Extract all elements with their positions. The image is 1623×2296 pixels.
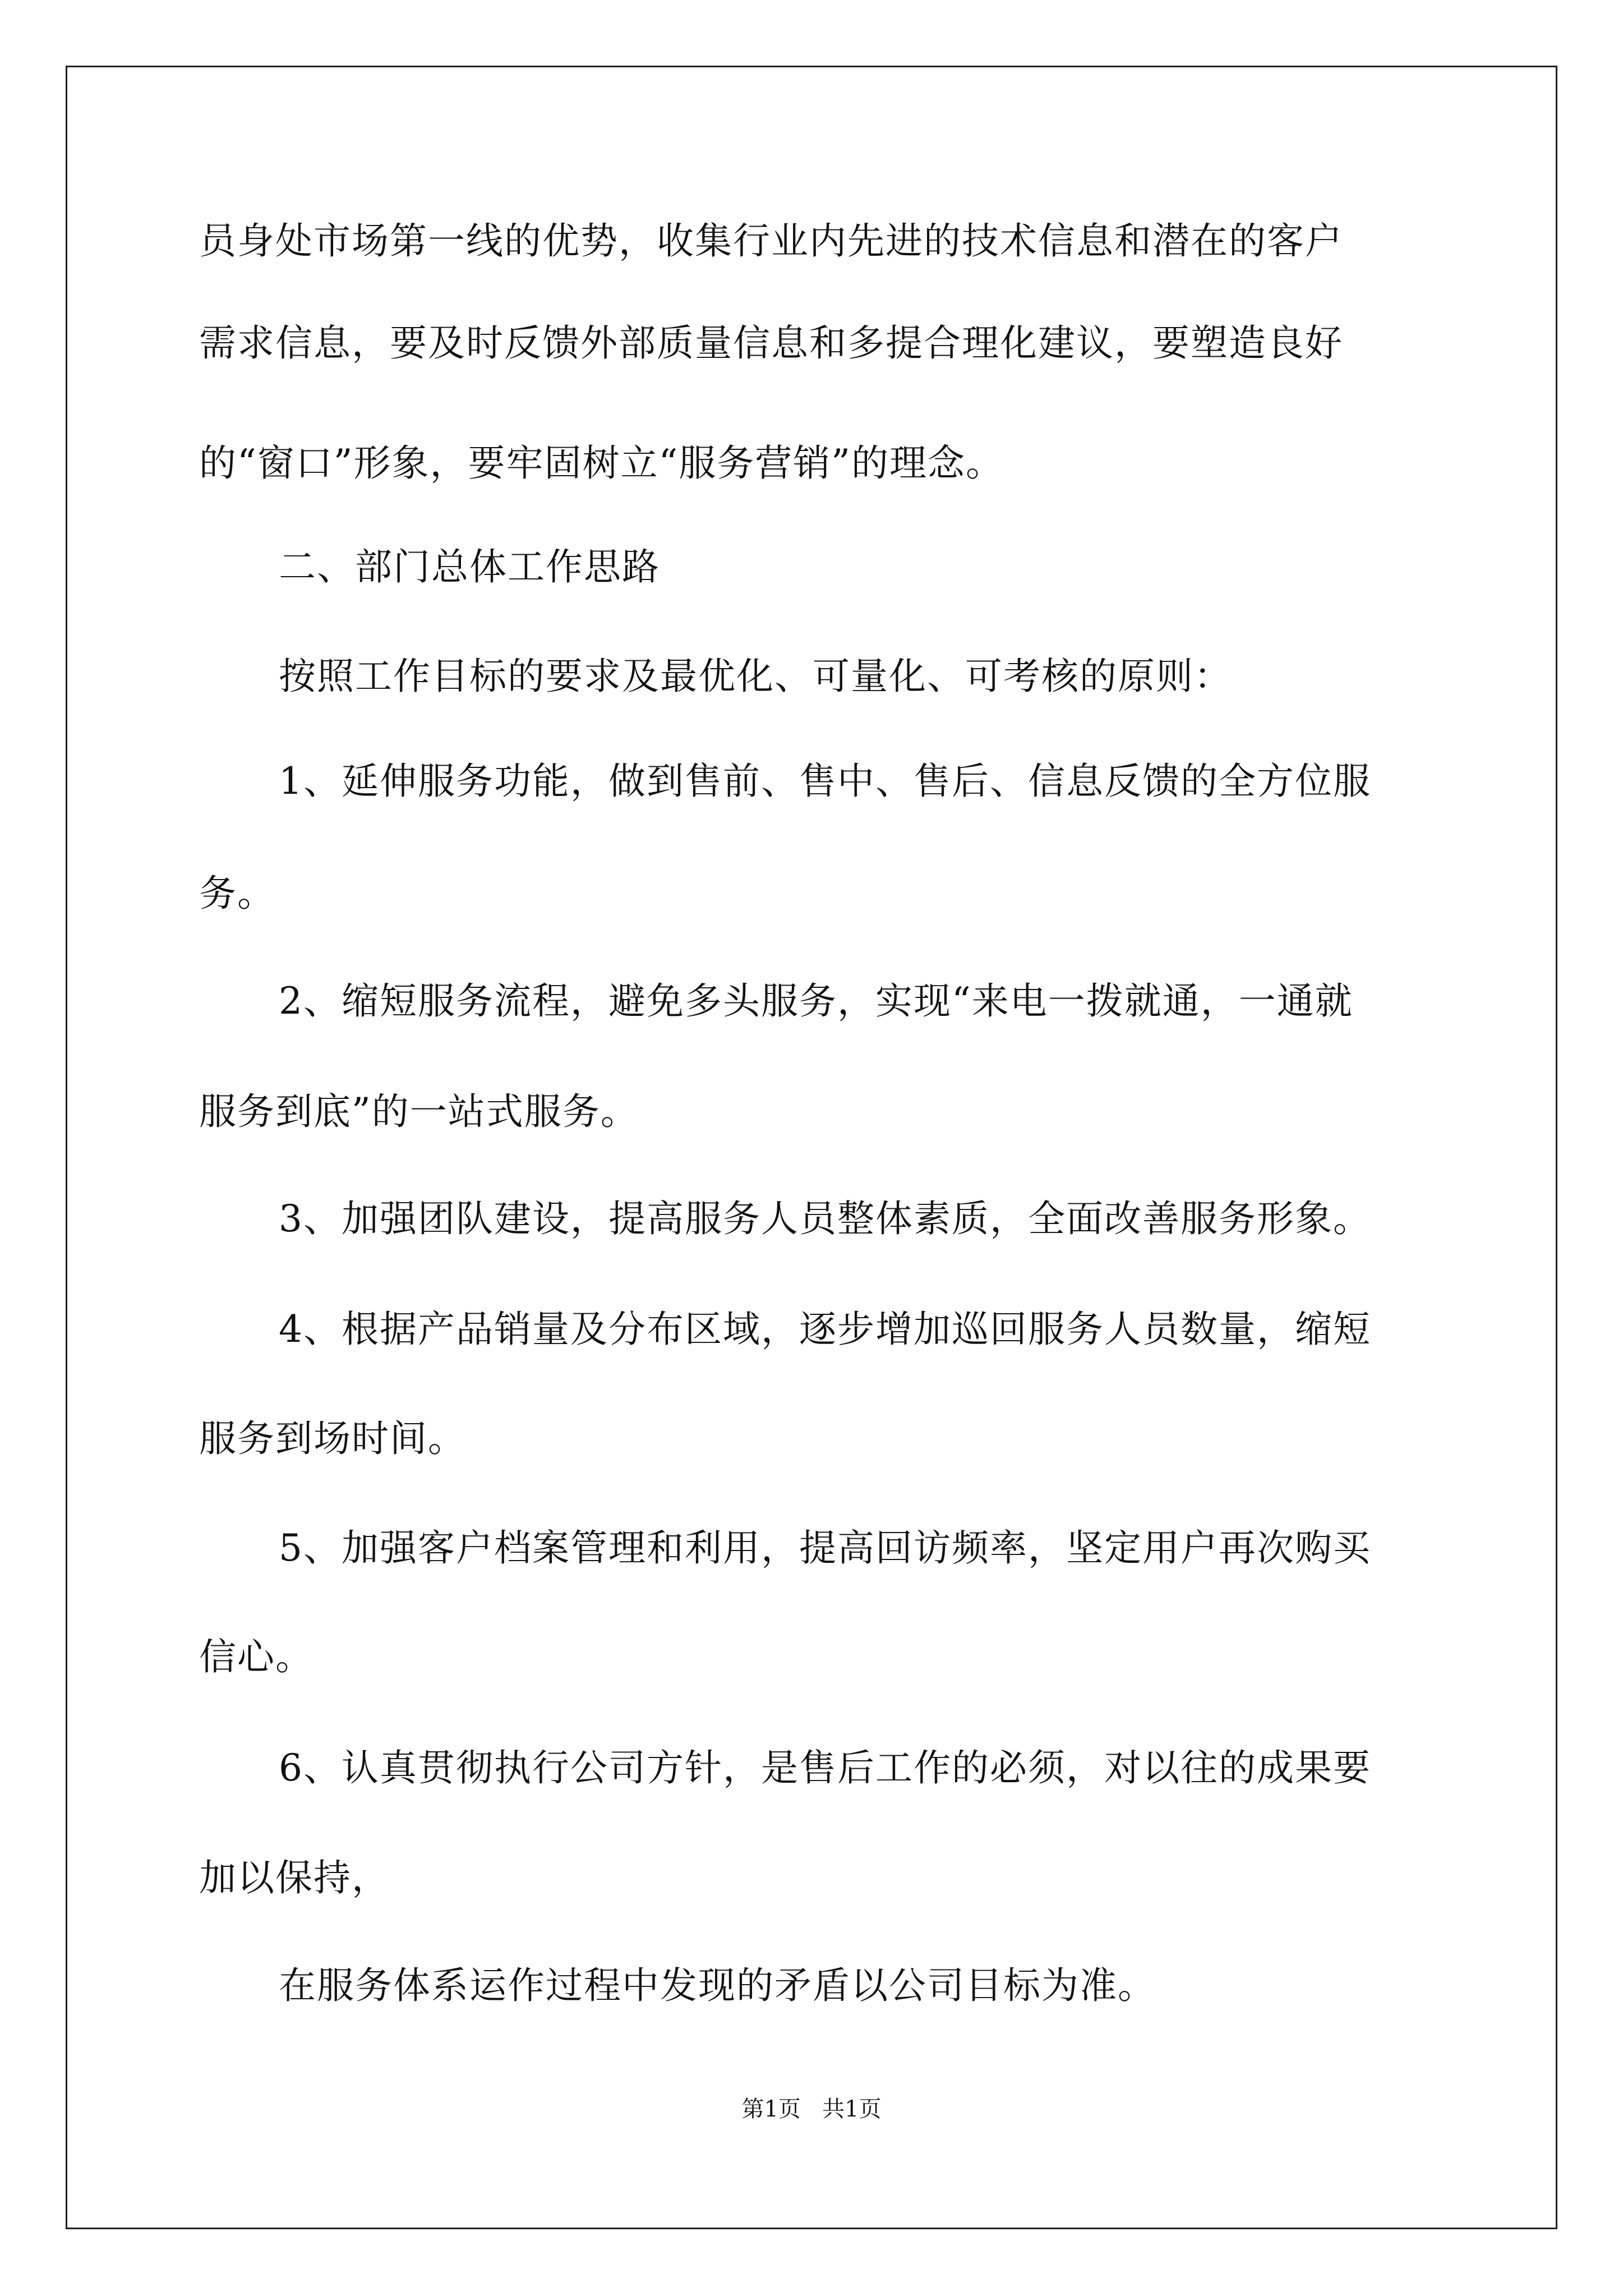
list-item-line: 2、缩短服务流程，避免多头服务，实现“来电一拨就通，一通就 (279, 979, 1353, 1023)
list-item-line: 服务到场时间。 (199, 1417, 466, 1460)
paragraph-line: 员身处市场第一线的优势，收集行业内先进的技术信息和潜在的客户 (199, 219, 1343, 263)
page-border (66, 66, 1557, 2229)
paragraph-line: 在服务体系运作过程中发现的矛盾以公司目标为准。 (279, 1964, 1156, 2007)
list-item-line: 3、加强团队建设，提高服务人员整体素质，全面改善服务形象。 (279, 1197, 1371, 1240)
list-item-line: 4、根据产品销量及分布区域，逐步增加巡回服务人员数量，缩短 (279, 1308, 1371, 1351)
paragraph-line: 需求信息，要及时反馈外部质量信息和多提合理化建议，要塑造良好 (199, 321, 1343, 365)
page-footer: 第1页 共1页 (741, 2096, 882, 2122)
list-item-line: 信心。 (199, 1635, 313, 1678)
paragraph-line: 的“窗口”形象，要牢固树立“服务营销”的理念。 (199, 441, 1004, 485)
section-heading: 二、部门总体工作思路 (279, 545, 660, 588)
paragraph-line: 按照工作目标的要求及最优化、可量化、可考核的原则： (279, 655, 1232, 698)
list-item-line: 加以保持， (199, 1856, 390, 1899)
list-item-line: 5、加强客户档案管理和利用，提高回访频率，坚定用户再次购买 (279, 1526, 1371, 1570)
list-item-line: 务。 (199, 872, 275, 915)
list-item-line: 服务到底”的一站式服务。 (199, 1090, 639, 1133)
list-item-line: 1、延伸服务功能，做到售前、售中、售后、信息反馈的全方位服 (279, 760, 1371, 803)
list-item-line: 6、认真贯彻执行公司方针，是售后工作的必须，对以往的成果要 (279, 1746, 1371, 1789)
